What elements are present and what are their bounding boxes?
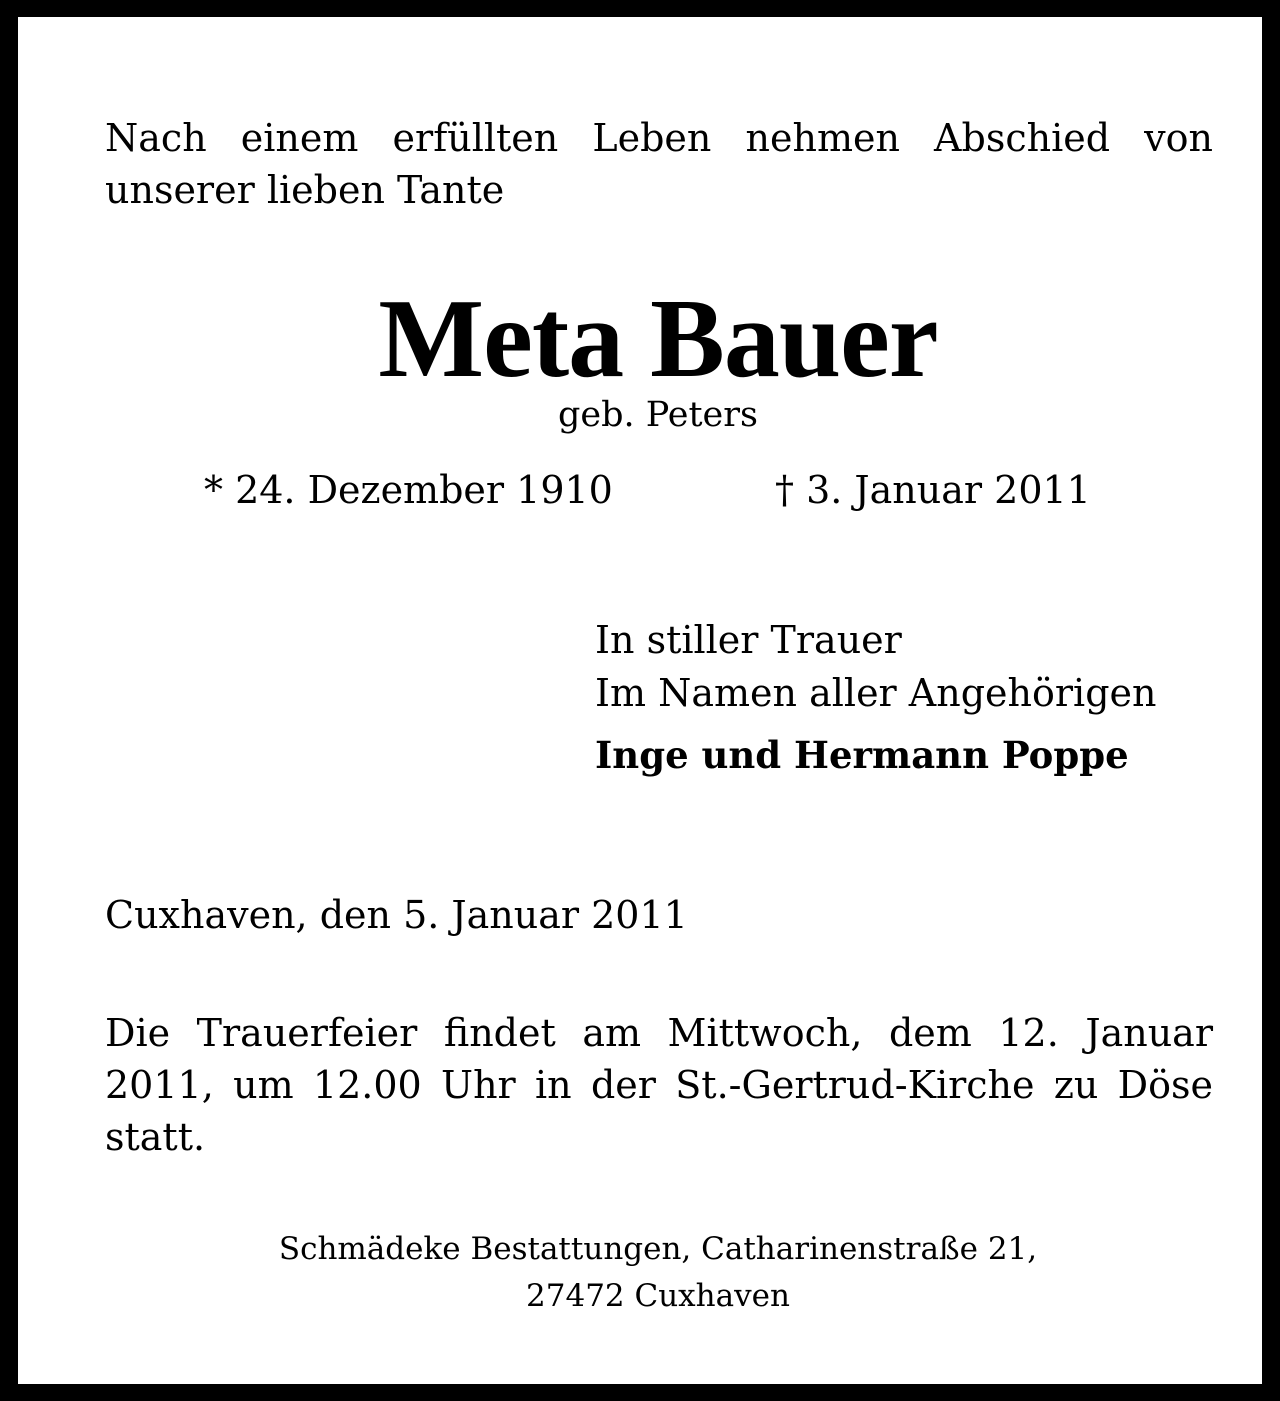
maiden-name: geb. Peters	[558, 395, 758, 435]
undertaker-address-line-2: 27472 Cuxhaven	[526, 1278, 790, 1314]
mourning-line-1: In stiller Trauer	[595, 618, 902, 662]
birth-date: * 24. Dezember 1910	[204, 468, 613, 512]
undertaker-address-line-1: Schmädeke Bestattungen, Catharinenstraße 21,	[278, 1231, 1038, 1267]
signers: Inge und Hermann Poppe	[595, 733, 1129, 777]
intro-text: Nach einem erfüllten Leben nehmen Abschied von unserer lieben Tante	[105, 116, 1213, 212]
ceremony-info: Die Trauerfeier findet am Mittwoch, dem 12. Januar 2011, um 12.00 Uhr in der St.-Gertrud-Kirche zu Döse statt.	[105, 1011, 1213, 1159]
death-date: † 3. Januar 2011	[775, 468, 1091, 512]
mourning-line-2: Im Namen aller Angehörigen	[595, 671, 1157, 715]
deceased-name: Meta Bauer	[378, 277, 938, 401]
place-and-date: Cuxhaven, den 5. Januar 2011	[105, 893, 688, 937]
